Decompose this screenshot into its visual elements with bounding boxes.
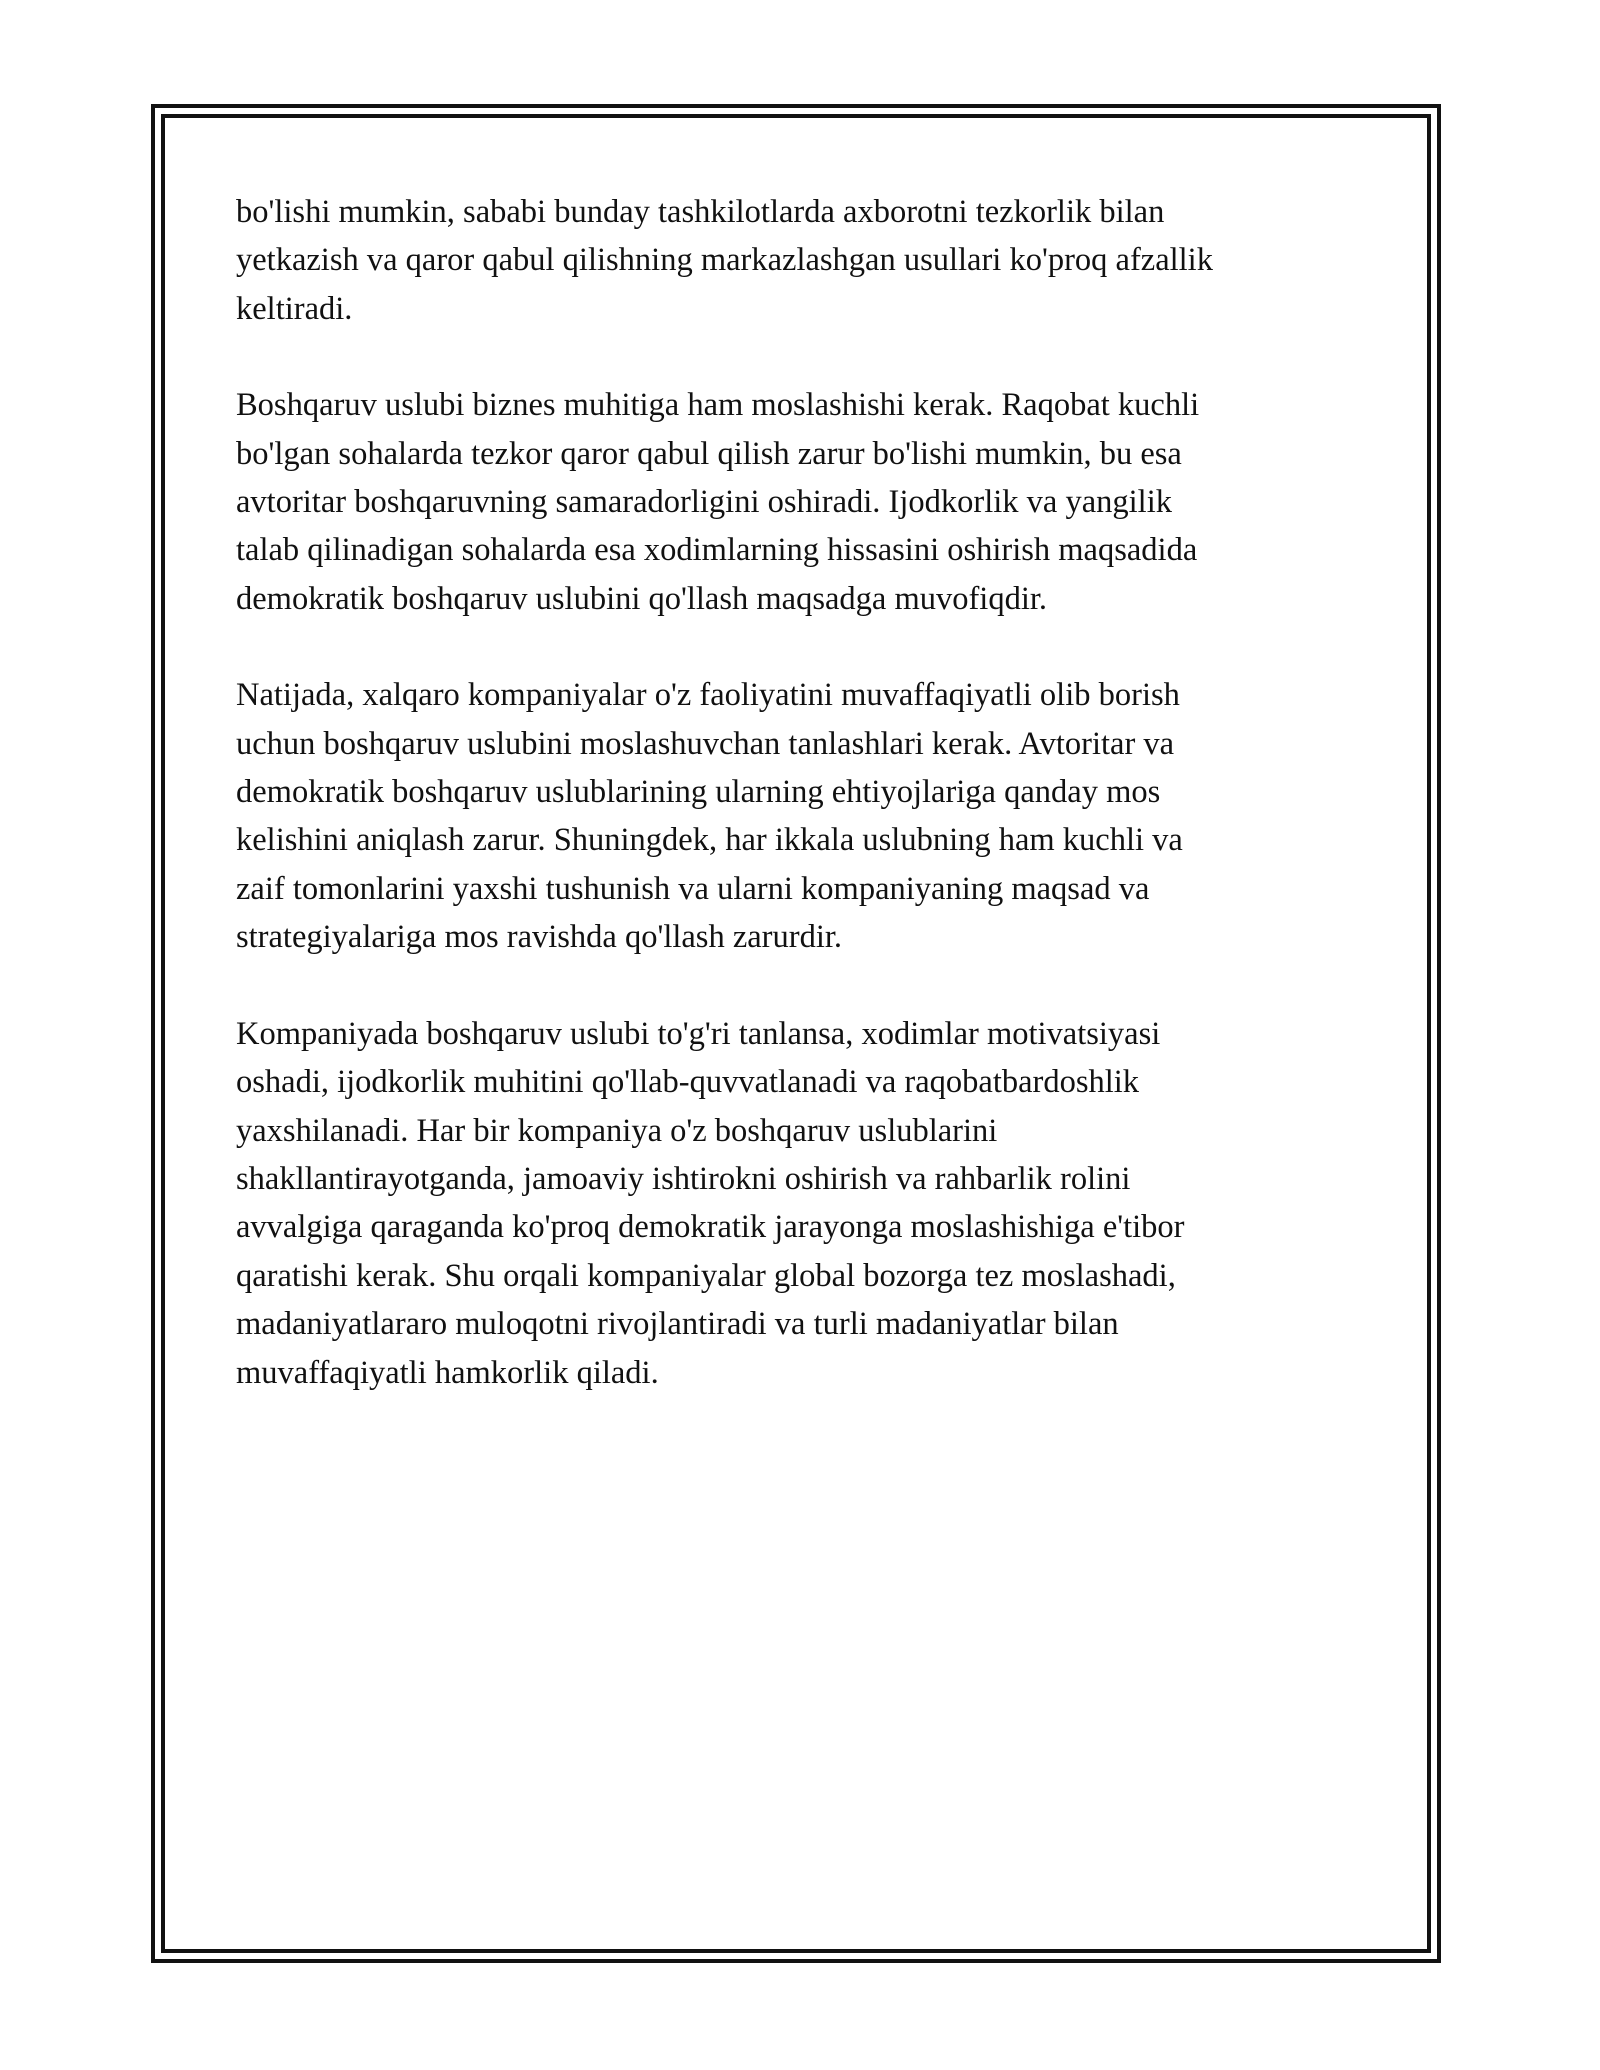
text-line: qaratishi kerak. Shu orqali kompaniyalar global bozorga tez moslashadi, — [236, 1257, 1176, 1294]
text-line: avtoritar boshqaruvning samaradorligini oshiradi. Ijodkorlik va yangilik — [236, 484, 1172, 521]
text-line: uchun boshqaruv uslubini moslashuvchan tanlashlari kerak. Avtoritar va — [236, 725, 1175, 762]
text-line: yaxshilanadi. Har bir kompaniya o'z boshqaruv uslublarini — [236, 1112, 998, 1149]
text-line: Boshqaruv uslubi biznes muhitiga ham moslashishi kerak. Raqobat kuchli — [236, 387, 1200, 424]
paragraph-4 — [236, 1010, 1356, 1397]
text-line: demokratik boshqaruv uslublarining ularning ehtiyojlariga qanday mos — [236, 774, 1161, 811]
text-line: bo'lishi mumkin, sababi bunday tashkilotlarda axborotni tezkorlik bilan — [236, 194, 1165, 230]
text-line: Kompaniyada boshqaruv uslubi to'g'ri tanlansa, xodimlar motivatsiyasi — [236, 1015, 1161, 1052]
document-body — [236, 188, 1356, 1445]
paragraph-2 — [236, 381, 1356, 623]
text-line: kelishini aniqlash zarur. Shuningdek, har ikkala uslubning ham kuchli va — [236, 822, 1183, 859]
text-line: shakllantirayotganda, jamoaviy ishtirokni oshirish va rahbarlik rolini — [236, 1160, 1131, 1197]
text-line: oshadi, ijodkorlik muhitini qo'llab-quvvatlanadi va raqobatbardoshlik — [236, 1064, 1140, 1101]
paragraph-1 — [236, 188, 1356, 333]
paragraph-3 — [236, 671, 1356, 961]
text-line: bo'lgan sohalarda tezkor qaror qabul qilish zarur bo'lishi mumkin, bu esa — [236, 435, 1182, 472]
text-line: madaniyatlararo muloqotni rivojlantiradi va turli madaniyatlar bilan — [236, 1306, 1119, 1343]
text-line: demokratik boshqaruv uslubini qo'llash maqsadga muvofiqdir. — [236, 580, 1048, 617]
text-line: zaif tomonlarini yaxshi tushunish va ularni kompaniyaning maqsad va — [236, 870, 1150, 907]
text-line: yetkazish va qaror qabul qilishning markazlashgan usullari ko'proq afzallik — [236, 242, 1213, 279]
text-line: talab qilinadigan sohalarda esa xodimlarning hissasini oshirish maqsadida — [236, 532, 1198, 569]
text-line: muvaffaqiyatli hamkorlik qiladi. — [236, 1354, 659, 1391]
text-line: Natijada, xalqaro kompaniyalar o'z faoliyatini muvaffaqiyatli olib borish — [236, 677, 1180, 714]
text-line: keltiradi. — [236, 290, 353, 327]
text-line: strategiyalariga mos ravishda qo'llash zarurdir. — [236, 919, 843, 956]
text-line: avvalgiga qaraganda ko'proq demokratik jarayonga moslashishiga e'tibor — [236, 1209, 1185, 1246]
